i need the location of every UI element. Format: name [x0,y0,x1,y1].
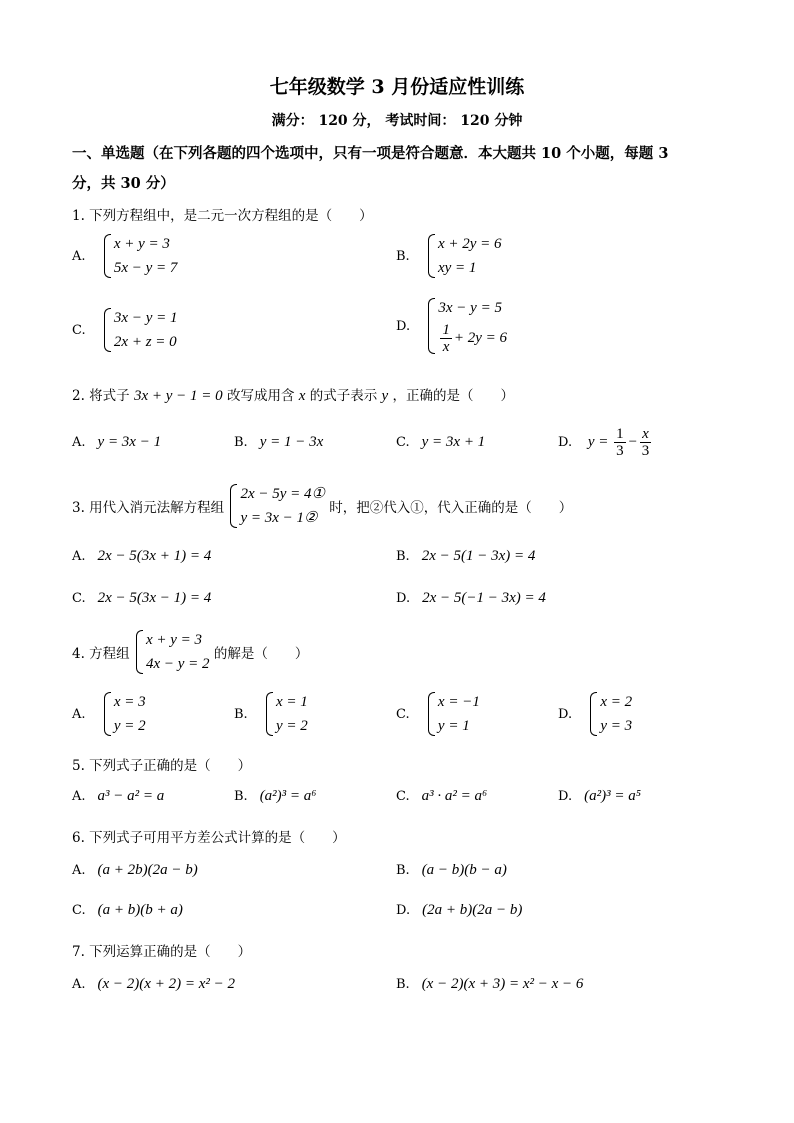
math-expression: y = 3x − 1 [97,434,162,450]
equation: xy = 1 [437,260,477,276]
exam-info: 满分： 120 分， 考试时间： 120 分钟 [271,113,523,129]
math-expression: (a²)³ = a⁵ [584,788,641,804]
equation: 5x − y = 7 [113,260,178,276]
equation-rest: + 2y = 6 [453,330,508,346]
q5-option-c[interactable] [396,788,487,805]
option-label: D. [396,903,411,918]
math-expression: (x − 2)(x + 3) = x² − x − 6 [421,976,584,992]
equation: y = 3 [600,718,633,734]
equation: x + y = 3 [113,236,170,252]
question-2-stem [72,384,514,405]
equation: x = 2 [600,694,633,710]
expr-part: y = [587,433,609,450]
q7-option-a[interactable] [72,976,235,993]
math-expression: 2x − 5(−1 − 3x) = 4 [422,590,546,606]
equation-system [102,306,178,354]
equation: x = 3 [113,694,146,710]
math-expression: (2a + b)(2a − b) [422,902,523,918]
option-label: A. [72,706,86,722]
stem-text: 4. 方程组 [72,646,130,662]
option-label: D. [558,434,573,450]
equation: 3x − y = 5 [438,300,502,316]
section-heading-line1: 一、单选题（在下列各题的四个选项中，只有一项是符合题意．本大题共 10 个小题，每题 3 [72,145,669,162]
equation: 2x + z = 0 [113,334,177,350]
denominator: 3 [616,443,624,459]
equation-system [228,482,325,530]
q2-option-c[interactable] [396,434,485,451]
math-expression: (a − b)(b − a) [421,862,507,878]
option-label: C. [396,706,410,722]
math-expression: (a²)³ = a⁶ [259,788,317,804]
q1-option-c[interactable] [72,306,177,354]
equation: x = −1 [437,694,480,710]
math-expression: 2x − 5(3x + 1) = 4 [97,548,212,564]
q4-option-d[interactable] [558,690,632,738]
math-expression: y = 1 − 3x [259,434,324,450]
option-label: A. [72,863,86,878]
math-expression: (x − 2)(x + 2) = x² − 2 [97,976,235,992]
numerator: 1 [616,426,624,442]
stem-text: 2. 将式子 [72,388,130,404]
option-label: C. [72,591,86,606]
equation-system [426,690,480,738]
option-label: A. [72,977,86,992]
q7-option-b[interactable] [396,976,583,993]
stem-text: 改写成用含 [226,388,295,404]
math-expression: a³ − a² = a [97,788,165,804]
equation: x + 2y = 6 [437,236,502,252]
stem-text: 时，把②代入①，代入正确的是（ ） [329,500,573,516]
option-label: B. [396,248,410,264]
option-label: A. [72,248,86,264]
q6-option-d[interactable] [396,902,522,919]
option-label: D. [558,706,573,722]
q1-option-a[interactable] [72,232,177,280]
equation: 2x − 5y = 4① [240,486,325,502]
minus-sign: − [627,433,638,450]
equation-system [588,690,632,738]
q1-option-b[interactable] [396,232,502,280]
math-expression: 2x − 5(3x − 1) = 4 [97,590,212,606]
option-label: B. [396,977,410,992]
q2-option-a[interactable] [72,434,161,451]
option-label: C. [396,789,410,804]
stem-text: 的式子表示 [309,388,378,404]
q5-option-b[interactable] [234,788,317,805]
question-5-stem: 5. 下列式子正确的是（ ） [72,758,252,774]
option-label: B. [234,706,248,722]
option-label: C. [72,322,86,338]
equation-system [426,296,507,356]
denominator: 3 [641,443,650,459]
equation-system [264,690,308,738]
question-7-stem: 7. 下列运算正确的是（ ） [72,944,252,960]
math-expression: (a + 2b)(2a − b) [97,862,198,878]
stem-text: 3. 用代入消元法解方程组 [72,500,225,516]
equation-system [102,232,178,280]
fraction [614,426,626,459]
equation: 4x − y = 2 [145,656,210,672]
q4-option-c[interactable] [396,690,480,738]
page-title: 七年级数学 3 月份适应性训练 [269,76,525,98]
equation: 3x − y = 1 [113,310,178,326]
q3-option-b[interactable] [396,548,535,565]
math-expression: 2x − 5(1 − 3x) = 4 [421,548,536,564]
stem-text: 的解是（ ） [213,646,309,662]
option-label: B. [396,863,410,878]
math-expression: 3x + y − 1 = 0 [133,388,223,404]
math-expression: y = 3x + 1 [421,434,486,450]
fraction [440,322,452,355]
option-label: C. [72,903,86,918]
variable: x [298,388,306,404]
q6-option-c[interactable] [72,902,183,919]
section-heading-line2: 分，共 30 分） [72,175,175,192]
math-expression [584,426,653,459]
equation: x = 1 [275,694,308,710]
option-label: A. [72,789,86,804]
question-3-stem [72,482,572,530]
equation: y = 1 [437,718,470,734]
option-label: B. [234,789,248,804]
fraction [640,426,652,459]
q2-option-b[interactable] [234,434,323,451]
equation-system [426,232,502,280]
equation: y = 3x − 1② [240,510,318,526]
numerator: 1 [442,322,450,339]
question-6-stem: 6. 下列式子可用平方差公式计算的是（ ） [72,830,346,846]
q4-option-a[interactable] [72,690,146,738]
equation: x + y = 3 [145,632,203,648]
q5-option-a[interactable] [72,788,164,805]
stem-text: ，正确的是（ ） [392,388,514,404]
option-label: D. [396,591,411,606]
equation-system [134,628,210,676]
q3-option-d[interactable] [396,590,546,607]
question-4-stem [72,628,308,676]
option-label: A. [72,435,86,450]
option-label: B. [396,549,410,564]
math-expression: (a + b)(b + a) [97,902,183,918]
equation-system [102,690,146,738]
q4-option-b[interactable] [234,690,308,738]
variable: y [381,388,389,404]
equation: y = 2 [113,718,146,734]
math-expression: a³ · a² = a⁶ [421,788,488,804]
q2-option-d[interactable] [558,426,653,459]
numerator: x [640,426,652,443]
q3-option-a[interactable] [72,548,211,565]
q1-option-d[interactable] [396,296,507,356]
option-label: D. [396,318,411,334]
option-label: A. [72,549,86,564]
option-label: B. [234,435,248,450]
equation: y = 2 [275,718,308,734]
q5-option-d[interactable] [558,788,641,805]
option-label: C. [396,435,410,450]
q3-option-c[interactable] [72,590,211,607]
equation [438,320,507,356]
option-label: D. [558,789,573,804]
question-1-stem: 1. 下列方程组中，是二元一次方程组的是（ ） [72,208,373,224]
q6-option-b[interactable] [396,862,507,879]
q6-option-a[interactable] [72,862,198,879]
denominator: x [442,339,450,356]
